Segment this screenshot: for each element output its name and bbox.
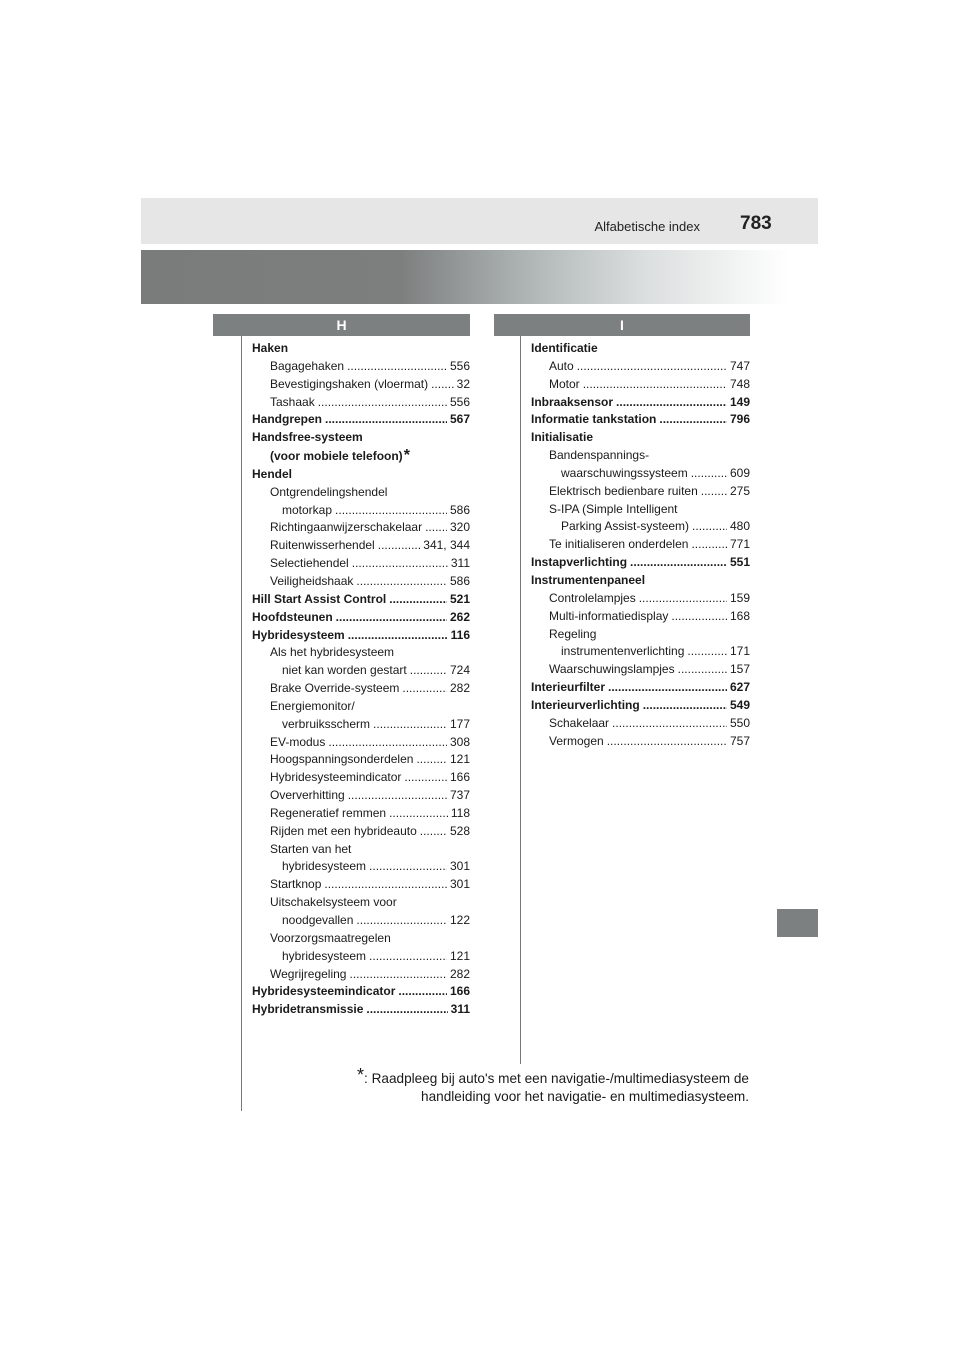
dot-leader [577, 358, 727, 376]
index-entry [252, 484, 470, 502]
index-entry [252, 376, 470, 394]
index-entry-term: motorkap [282, 502, 333, 517]
index-entry [252, 716, 470, 734]
index-entry [252, 876, 470, 894]
index-entry-page: 521 [449, 591, 470, 606]
index-entry-term: Handsfree-systeem [252, 430, 363, 445]
dot-leader [402, 680, 447, 698]
index-entry-page: 771 [729, 537, 750, 552]
index-entry [252, 983, 470, 1001]
dot-leader [630, 554, 727, 572]
footnote-line-1 [357, 1066, 749, 1088]
index-entry-term: Initialisatie [531, 430, 594, 445]
index-entry-term: Haken [252, 341, 289, 355]
dot-leader [416, 751, 447, 769]
decorative-gradient-band [141, 250, 789, 304]
index-entry-term: instrumentenverlichting [561, 644, 685, 659]
index-entry-term: hybridesysteem [282, 948, 367, 963]
index-entry-term: Regeling [549, 626, 597, 641]
dot-leader [420, 823, 447, 841]
index-entry-term: niet kan worden gestart [282, 663, 407, 678]
index-entry-term: Vermogen [549, 733, 604, 748]
index-entry-term: Bagagehaken [270, 358, 345, 373]
index-entry-page: 320 [449, 520, 470, 535]
index-entry-page: 275 [729, 483, 750, 498]
index-entry-page: 301 [449, 877, 470, 892]
index-entry-page: 121 [449, 948, 470, 963]
index-entry [252, 662, 470, 680]
index-entry-page: 724 [449, 663, 470, 678]
index-entry [531, 447, 750, 465]
index-column-i [531, 340, 750, 750]
index-entry [252, 358, 470, 376]
index-entry-term: Hill Start Assist Control [252, 591, 387, 606]
index-entry [531, 572, 750, 590]
index-entry-page: 301 [449, 859, 470, 874]
dot-leader [691, 536, 727, 554]
index-entry [531, 715, 750, 733]
index-entry-page: 262 [449, 609, 470, 624]
index-entry [252, 894, 470, 912]
index-entry [252, 805, 470, 823]
index-entry-term: Informatie tankstation [531, 412, 657, 427]
dot-leader [389, 591, 447, 609]
index-entry [531, 465, 750, 483]
index-entry [252, 644, 470, 662]
index-entry [252, 1001, 470, 1019]
dot-leader [335, 502, 447, 520]
index-entry-term: Controlelampjes [549, 590, 636, 605]
index-entry-page: 796 [729, 412, 750, 427]
dot-leader [607, 733, 727, 751]
index-entry [531, 501, 750, 519]
index-entry [531, 661, 750, 679]
index-entry-term: Instapverlichting [531, 555, 628, 570]
dot-leader [369, 858, 447, 876]
dot-leader [356, 912, 447, 930]
index-entry-page: 609 [729, 465, 750, 480]
dot-leader [404, 769, 447, 787]
index-entry-page: 149 [729, 394, 750, 409]
index-entry-page: 166 [449, 770, 470, 785]
index-entry [252, 447, 470, 466]
index-entry-page: 757 [729, 733, 750, 748]
index-entry [531, 643, 750, 661]
dot-leader [639, 590, 727, 608]
index-entry-term: Handgrepen [252, 412, 323, 427]
index-entry-term: Richtingaanwijzerschakelaar [270, 520, 423, 535]
index-entry-term: Motor [549, 376, 580, 391]
index-entry-term: Tashaak [270, 394, 315, 409]
index-entry [252, 591, 470, 609]
index-entry [531, 518, 750, 536]
index-entry-page: 159 [729, 590, 750, 605]
index-entry [252, 966, 470, 984]
left-margin-rule [241, 336, 242, 1111]
index-entry [252, 698, 470, 716]
index-entry [252, 394, 470, 412]
index-entry [252, 841, 470, 859]
index-entry [252, 537, 470, 555]
index-entry-page: 168 [729, 608, 750, 623]
dot-leader [347, 358, 447, 376]
index-entry-term: Interieurfilter [531, 680, 606, 695]
index-entry [252, 502, 470, 520]
index-entry [531, 608, 750, 626]
index-entry-term: Veiligheidshaak [270, 573, 354, 588]
index-entry [531, 626, 750, 644]
index-entry [531, 536, 750, 554]
index-entry [252, 573, 470, 591]
index-entry-page: 166 [449, 984, 470, 999]
index-entry-page: 627 [729, 680, 750, 695]
index-entry-page: 556 [449, 358, 470, 373]
dot-leader [678, 661, 727, 679]
index-entry-term: Hybridesysteem [252, 627, 345, 642]
index-entry-term: (voor mobiele telefoon) [270, 449, 403, 464]
dot-leader [659, 411, 727, 429]
dot-leader [324, 876, 447, 894]
dot-leader [389, 805, 448, 823]
footnote [357, 1066, 749, 1106]
index-entry-term: Hybridetransmissie [252, 1002, 364, 1017]
dot-leader [325, 411, 447, 429]
index-entry-term: Hybridesysteemindicator [270, 770, 402, 785]
footnote-text-1: : Raadpleeg bij auto's met een navigatie-/multimediasysteem de [364, 1071, 749, 1086]
index-entry-term: Uitschakelsysteem voor [270, 895, 397, 910]
index-entry-page: 747 [729, 358, 750, 373]
dot-leader [318, 394, 447, 412]
index-entry-term: Bandenspannings- [549, 448, 650, 463]
index-entry-page: 311 [450, 1002, 470, 1017]
index-column-h [252, 340, 470, 1019]
index-entry-term: Als het hybridesysteem [270, 645, 395, 660]
dot-leader [328, 734, 447, 752]
index-entry-term: Starten van het [270, 841, 352, 856]
section-title: Alfabetische index [594, 219, 700, 234]
index-entry-page: 171 [729, 644, 750, 659]
index-entry [252, 769, 470, 787]
dot-leader [671, 608, 727, 626]
index-entry-page: 586 [449, 573, 470, 588]
index-entry-term: Waarschuwingslampjes [549, 662, 675, 677]
chapter-side-tab [777, 909, 818, 937]
index-entry-term: Instrumentenpaneel [531, 572, 646, 587]
dot-leader [369, 948, 447, 966]
letter-header-i: I [494, 314, 750, 336]
index-entry [252, 555, 470, 573]
index-entry-term: Parking Assist-systeem) [561, 519, 690, 534]
index-entry [531, 554, 750, 572]
index-entry-term: Interieurverlichting [531, 697, 640, 712]
index-entry-term: Energiemonitor/ [270, 698, 355, 713]
index-entry [531, 376, 750, 394]
page-number: 783 [740, 213, 772, 234]
dot-leader [431, 376, 454, 394]
index-entry-page: 121 [449, 752, 470, 767]
dot-leader [410, 662, 447, 680]
index-entry-term: Te initialiseren onderdelen [549, 537, 689, 552]
index-entry [531, 340, 750, 358]
index-entry [252, 930, 470, 948]
index-entry-term: Hybridesysteemindicator [252, 984, 396, 999]
dot-leader [378, 537, 421, 555]
index-entry-term: S-IPA (Simple Intelligent [549, 501, 678, 516]
index-entry [531, 429, 750, 447]
index-entry-page: 480 [729, 519, 750, 534]
index-entry [531, 697, 750, 715]
index-entry-page: 118 [450, 805, 470, 820]
dot-leader [356, 573, 447, 591]
index-entry [252, 787, 470, 805]
index-entry-page: 308 [449, 734, 470, 749]
index-entry [252, 519, 470, 537]
index-entry [531, 590, 750, 608]
header-band [141, 198, 818, 244]
index-entry [252, 627, 470, 645]
index-entry-page: 177 [449, 716, 470, 731]
index-entry-term: Ruitenwisserhendel [270, 538, 375, 553]
index-entry-term: Rijden met een hybrideauto [270, 823, 417, 838]
dot-leader [373, 716, 447, 734]
index-entry-term: EV-modus [270, 734, 326, 749]
index-entry [252, 466, 470, 484]
dot-leader [398, 983, 447, 1001]
index-entry [252, 680, 470, 698]
index-entry-page: 586 [449, 502, 470, 517]
dot-leader [348, 787, 447, 805]
index-entry-term: verbruiksscherm [282, 716, 371, 731]
index-entry-term: Auto [549, 358, 574, 373]
index-entry-term: Elektrisch bedienbare ruiten [549, 483, 698, 498]
index-entry-term: Schakelaar [549, 715, 610, 730]
index-entry-term: Brake Override-systeem [270, 681, 400, 696]
index-entry [531, 358, 750, 376]
index-entry-term: Selectiehendel [270, 556, 349, 571]
index-entry [252, 751, 470, 769]
index-entry-page: 157 [729, 662, 750, 677]
index-entry-term: waarschuwingssysteem [561, 465, 688, 480]
index-entry-page: 116 [450, 627, 470, 642]
index-entry [531, 733, 750, 751]
index-entry-term: Hendel [252, 466, 293, 481]
dot-leader [352, 555, 448, 573]
index-entry-page: 551 [729, 555, 750, 570]
index-entry [531, 679, 750, 697]
dot-leader [612, 715, 727, 733]
index-entry [252, 429, 470, 447]
index-entry [252, 609, 470, 627]
column-divider [520, 336, 521, 1064]
dot-leader [425, 519, 447, 537]
index-entry-page: 528 [449, 823, 470, 838]
index-entry [531, 483, 750, 501]
index-entry-term: Inbraaksensor [531, 394, 614, 409]
index-entry-term: Ontgrendelingshendel [270, 484, 388, 499]
index-entry-page: 122 [449, 913, 470, 927]
dot-leader [608, 679, 727, 697]
dot-leader [687, 643, 727, 661]
index-entry [252, 340, 470, 358]
index-entry-page: 567 [449, 412, 470, 427]
index-entry [252, 948, 470, 966]
index-entry-term: Startknop [270, 877, 322, 892]
index-entry-page: 32 [456, 376, 470, 391]
index-entry-page: 737 [449, 788, 470, 803]
index-entry-page: 282 [449, 966, 470, 981]
index-entry-page: 556 [449, 394, 470, 409]
index-entry-page: 748 [729, 376, 750, 391]
dot-leader [349, 966, 446, 984]
dot-leader [366, 1001, 447, 1019]
dot-leader [692, 518, 727, 536]
letter-header-h: H [213, 314, 470, 336]
index-entry-term: Bevestigingshaken (vloermat) [270, 376, 429, 391]
dot-leader [691, 465, 727, 483]
index-entry [531, 394, 750, 412]
footnote-line-2: handleiding voor het navigatie- en multimediasysteem. [421, 1089, 749, 1104]
index-entry-term: Identificatie [531, 341, 598, 355]
index-entry [252, 823, 470, 841]
dot-leader [616, 394, 727, 412]
index-entry-term: Hoogspanningsonderdelen [270, 752, 414, 767]
index-entry-term: Wegrijregeling [270, 966, 347, 981]
index-entry-term: hybridesysteem [282, 859, 367, 874]
footnote-star: * [357, 1065, 365, 1085]
index-entry-term: noodgevallen [282, 913, 354, 927]
index-entry-term: Oververhitting [270, 788, 345, 803]
footnote-marker: * [403, 447, 410, 465]
index-entry-page: 550 [729, 715, 750, 730]
index-entry-term: Multi-informatiedisplay [549, 608, 669, 623]
index-entry-term: Regeneratief remmen [270, 805, 387, 820]
index-entry-page: 549 [729, 697, 750, 712]
index-entry [252, 858, 470, 876]
index-entry [252, 734, 470, 752]
dot-leader [643, 697, 727, 715]
dot-leader [583, 376, 727, 394]
dot-leader [336, 609, 447, 627]
index-entry-term: Hoofdsteunen [252, 609, 333, 624]
index-entry-page: 341, 344 [423, 538, 470, 553]
dot-leader [348, 627, 448, 645]
index-entry [531, 411, 750, 429]
index-entry-page: 311 [450, 556, 470, 571]
index-entry [252, 912, 470, 930]
index-entry-page: 282 [449, 681, 470, 696]
index-entry [252, 411, 470, 429]
index-entry-term: Voorzorgsmaatregelen [270, 930, 391, 945]
dot-leader [701, 483, 727, 501]
